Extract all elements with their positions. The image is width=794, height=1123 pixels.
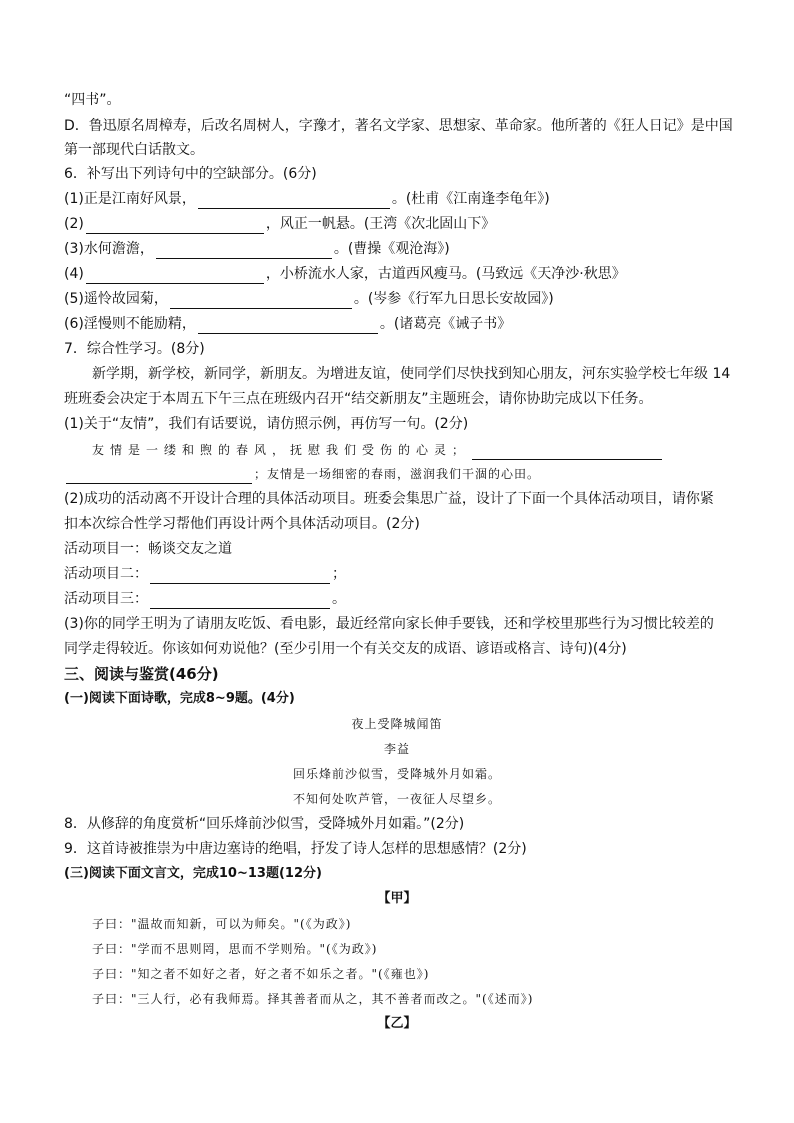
- answer-blank[interactable]: [86, 218, 264, 234]
- q7-paragraph-line1: [92, 364, 730, 384]
- text: ；: [332, 566, 346, 582]
- option-d-line2: [64, 140, 204, 160]
- poem-line-2: [0, 789, 794, 809]
- q6-item-3: [64, 239, 450, 259]
- section-3-heading: [64, 664, 219, 684]
- text: (2)成功的活动离不开设计合理的具体活动项目。班委会集思广益，设计了下面一个具体活动项目，请你紧: [64, 491, 714, 507]
- text: 【乙】: [377, 1016, 417, 1031]
- subsection-1-heading: [64, 689, 295, 709]
- text: (三)阅读下面文言文，完成10~13题(12分): [64, 866, 322, 881]
- text: D．鲁迅原名周樟寿，后改名周树人，字豫才，著名文学家、思想家、革命家。他所著的《狂人日记》是中国: [64, 118, 733, 134]
- q7-sub3-line2: [64, 639, 627, 659]
- q7-sub1-example-line2: [64, 464, 540, 484]
- classical-line-4: [92, 989, 533, 1009]
- example-text: ；友情是一场细密的春雨，滋润我们干涸的心田。: [254, 467, 541, 481]
- text: 第一部现代白话散文。: [64, 142, 204, 158]
- option-d-line1: [64, 116, 733, 136]
- text: 【甲】: [377, 891, 417, 906]
- text: (一)阅读下面诗歌，完成8~9题。(4分): [64, 691, 295, 706]
- text: (6)淫慢则不能励精，: [64, 316, 196, 332]
- text: 三、阅读与鉴赏(46分): [64, 665, 219, 683]
- text: 。(岑参《行军九日思长安故园》): [353, 291, 554, 307]
- text: 。(诸葛亮《诫子书》: [379, 316, 512, 332]
- text: 子曰："三人行，必有我师焉。择其善者而从之，其不善者而改之。"(《述而》): [92, 992, 534, 1006]
- passage-jia-label: [0, 889, 794, 909]
- answer-blank[interactable]: [198, 193, 390, 209]
- answer-blank[interactable]: [66, 468, 252, 484]
- text: 同学走得较近。你该如何劝说他？(至少引用一个有关交友的成语、谚语或格言、诗句)(4分): [64, 641, 627, 657]
- text: 扣本次综合性学习帮他们再设计两个具体活动项目。(2分): [64, 516, 420, 532]
- question-8: [64, 814, 464, 834]
- passage-yi-label: [0, 1014, 794, 1034]
- text: 8．从修辞的角度赏析“回乐烽前沙似雪，受降城外月如霜。”(2分): [64, 816, 465, 832]
- poem-line-1: [0, 764, 794, 784]
- text: 回乐烽前沙似雪，受降城外月如霜。: [292, 767, 501, 781]
- q6-item-1: [64, 189, 550, 209]
- text: 。(曹操《观沧海》): [333, 241, 450, 257]
- text: 不知何处吹芦管，一夜征人尽望乡。: [292, 792, 501, 806]
- q7-paragraph-line2: [64, 389, 653, 409]
- classical-line-2: [92, 939, 377, 959]
- text: 。(杜甫《江南逢李龟年》): [391, 191, 550, 207]
- subsection-3-heading: [64, 864, 322, 884]
- q7-sub3-line1: [64, 614, 714, 634]
- text: 夜上受降城闻笛: [351, 717, 443, 731]
- q6-item-5: [64, 289, 554, 309]
- q7-sub1-example-line1: [92, 440, 664, 460]
- q6-item-4: [64, 264, 626, 284]
- q6-item-2: [64, 214, 495, 234]
- text: “四书”。: [64, 92, 121, 108]
- text: (2): [64, 216, 84, 232]
- answer-blank[interactable]: [150, 593, 330, 609]
- text: (1)关于“友情”，我们有话要说，请仿照示例，再仿写一句。(2分): [64, 416, 469, 432]
- question-7: [64, 339, 205, 359]
- text: 7．综合性学习。(8分): [64, 341, 205, 357]
- answer-blank[interactable]: [170, 293, 352, 309]
- answer-blank[interactable]: [198, 318, 378, 334]
- text: 李益: [383, 742, 410, 756]
- text: (1)正是江南好风景，: [64, 191, 196, 207]
- classical-line-1: [92, 914, 351, 934]
- q6-item-6: [64, 314, 511, 334]
- text: ，风正一帆悬。(王湾《次北固山下》: [265, 216, 496, 232]
- question-9: [64, 839, 527, 859]
- text: 活动项目三：: [64, 591, 148, 607]
- text: 活动项目二：: [64, 566, 148, 582]
- answer-blank[interactable]: [86, 268, 264, 284]
- text: (5)遥怜故园菊，: [64, 291, 168, 307]
- text: 子曰："学而不思则罔，思而不学则殆。"(《为政》): [92, 942, 378, 956]
- text: 9．这首诗被推崇为中唐边塞诗的绝唱，抒发了诗人怎样的思想感情？(2分): [64, 841, 527, 857]
- q7-sub2-line2: [64, 514, 420, 534]
- text: ，小桥流水人家，古道西风瘦马。(马致远《天净沙·秋思》: [265, 266, 626, 282]
- activity-2: [64, 564, 346, 584]
- poem-author: [0, 739, 794, 759]
- answer-blank[interactable]: [156, 243, 332, 259]
- poem-title: [0, 714, 794, 734]
- example-text: 友情是一缕和煦的春风，抚慰我们受伤的心灵；: [92, 443, 471, 457]
- q7-sub2-line1: [64, 489, 714, 509]
- text: 子曰："知之者不如好之者，好之者不如乐之者。"(《雍也》): [92, 967, 430, 981]
- text: 班班委会决定于本周五下午三点在班级内召开“结交新朋友”主题班会，请你协助完成以下任务。: [64, 391, 653, 407]
- text: 6．补写出下列诗句中的空缺部分。(6分): [64, 166, 317, 182]
- question-6: [64, 164, 317, 184]
- classical-line-3: [92, 964, 429, 984]
- answer-blank[interactable]: [472, 444, 662, 460]
- text: 。: [332, 591, 346, 607]
- q7-sub1: [64, 414, 468, 434]
- text: (4): [64, 266, 84, 282]
- activity-1: [64, 539, 232, 559]
- text: (3)水何澹澹，: [64, 241, 154, 257]
- activity-3: [64, 589, 346, 609]
- text: 新学期，新学校，新同学，新朋友。为增进友谊，使同学们尽快找到知心朋友，河东实验学校七年级 14: [92, 366, 731, 382]
- text: (3)你的同学王明为了请朋友吃饭、看电影，最近经常向家长伸手要钱，还和学校里那些行为习惯比较差的: [64, 616, 714, 632]
- text: 活动项目一：畅谈交友之道: [64, 541, 232, 557]
- answer-blank[interactable]: [150, 568, 330, 584]
- text: 子曰："温故而知新，可以为师矣。"(《为政》): [92, 917, 352, 931]
- text-line: [64, 90, 121, 110]
